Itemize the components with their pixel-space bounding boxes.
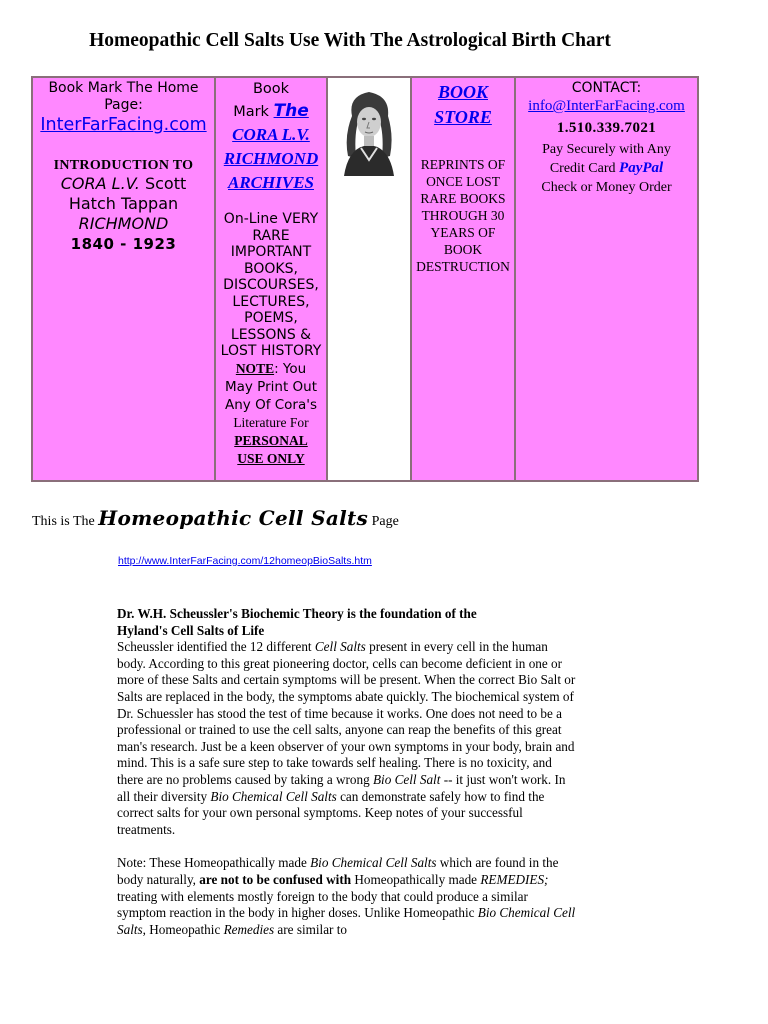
personal-label: PERSONAL [234, 432, 308, 448]
introduction-label: INTRODUCTION TO [53, 158, 194, 173]
text-run-italic: Bio Chemical Cell Salts [310, 855, 437, 871]
reprints-line: REPRINTS OF [420, 157, 506, 172]
contact-cell [515, 77, 698, 481]
life-years: 1840 - 1923 [70, 235, 177, 253]
bookmark-cell [32, 77, 215, 481]
richmond: RICHMOND [78, 214, 169, 233]
online-line: POEMS, [244, 310, 298, 326]
article-heading-line-2: Hyland's Cell Salts of Life [117, 622, 265, 638]
text-run: are similar to [274, 921, 347, 937]
cora-portrait-image [330, 86, 408, 176]
online-line: RARE [252, 227, 290, 244]
home-page-link[interactable]: InterFarFacing.com [40, 115, 207, 135]
bookmark-line-2: Page: [104, 97, 143, 113]
scott: Scott [139, 174, 187, 193]
reprints-line: DESTRUCTION [416, 259, 510, 274]
cora-name [33, 174, 214, 234]
header-banner-table [31, 76, 699, 482]
reprints-text [412, 156, 514, 275]
reprints-line: THROUGH 30 [421, 208, 505, 223]
hatch-tappan: Hatch Tappan [68, 194, 179, 213]
bookstore-cell [411, 77, 515, 481]
mark-word: Mark [233, 104, 274, 120]
archives-cell [215, 77, 327, 481]
online-line: LECTURES, [232, 293, 310, 310]
text-run-italic: Bio Chemical Cell Salts [210, 788, 337, 804]
page-line-script-title: Homeopathic Cell Salts [98, 506, 369, 530]
payment-info [516, 140, 697, 197]
text-run-bold: are not to be confused with [199, 871, 352, 887]
text-run: Note: These Homeopathically made [117, 855, 311, 871]
archives-link-the[interactable]: The [273, 101, 309, 121]
text-run: treating with elements mostly foreign to the body that could produce a similar symptom reaction in the body in higher doses. Unlike Homeopathic [117, 888, 528, 921]
cora-lv: CORA L.V. [60, 174, 140, 193]
article-paragraph-1 [117, 639, 579, 838]
archives-link-richmond[interactable]: RICHMOND [223, 149, 319, 168]
text-run-italic: Remedies [223, 921, 275, 937]
article-heading [117, 606, 579, 639]
payment-line-1: Pay Securely with Any [542, 142, 671, 157]
online-books-list [216, 211, 326, 360]
text-run: Scheussler identified the 12 different [117, 639, 315, 655]
bookmark-text [33, 80, 214, 114]
contact-phone: 1.510.339.7021 [556, 120, 657, 136]
online-line: On-Line VERY [223, 211, 319, 227]
reprints-line: YEARS OF [430, 225, 496, 240]
note-label: NOTE [235, 360, 275, 376]
text-run: -- it just won't work. In all their diversity [117, 771, 566, 804]
contact-label: CONTACT: [571, 80, 642, 96]
reprints-line: ONCE LOST [426, 174, 500, 189]
note-line: Literature For [233, 414, 309, 430]
text-run: present in every cell in the human body. According to this great pioneering doctor, cells can become deficient in one or more of these Salts and certain symptoms will be present. When the correct Bio Salt or Salts are replaced in the body, the symptoms abate quickly. The biochemical system of Dr. Schuessler has stood the test of time because it works. One does not need to be a professional or trained to use the cell salts, anyone can reap the benefits of this great man's research. Just be a keen observer of your own symptoms in your body, brain and mind. This is a safe sure step to take towards self healing. There is no toxicity, and there are no problems caused by taking a wrong [117, 639, 576, 787]
paypal-link[interactable]: PayPal [619, 160, 664, 176]
reprints-line: BOOK [443, 242, 483, 257]
text-run: which are found in the body naturally, [117, 855, 559, 887]
bookmark-line-1: Book Mark The Home [48, 80, 199, 96]
book-word: Book [252, 81, 290, 97]
text-run-italic: Bio Cell Salt [372, 771, 441, 787]
portrait-cell [327, 77, 411, 481]
text-run-italic: REMEDIES; [480, 871, 549, 887]
contact-email-link[interactable]: info@InterFarFacing.com [528, 98, 685, 114]
note-text: : You [274, 360, 307, 377]
page-line-suffix: Page [368, 514, 399, 529]
page-line-prefix: This is The [32, 514, 99, 529]
note-line: May Print Out [224, 378, 318, 395]
archives-link-archives[interactable]: ARCHIVES [228, 173, 314, 192]
article-paragraph-2 [117, 855, 579, 938]
online-line: IMPORTANT [230, 244, 312, 260]
online-line: LESSONS & [230, 326, 312, 343]
online-line: LOST HISTORY [220, 343, 322, 359]
page-url-link[interactable]: http://www.InterFarFacing.com/12homeopBioSalts.htm [118, 555, 372, 567]
page-heading-line [32, 506, 399, 530]
note-line: Any Of Cora's [225, 396, 317, 413]
text-run: , Homeopathic [142, 921, 224, 937]
reprints-line: RARE BOOKS [420, 191, 506, 206]
online-line: DISCOURSES, [223, 277, 319, 293]
use-only-label: USE ONLY [237, 450, 305, 466]
print-note [216, 360, 326, 432]
payment-line-3: Check or Money Order [541, 180, 672, 195]
archives-link-cora[interactable]: CORA L.V. [232, 125, 310, 144]
text-run: Homeopathically made [351, 871, 481, 887]
online-line: BOOKS, [244, 260, 298, 277]
bookstore-link-book[interactable]: BOOK [437, 82, 488, 102]
article-heading-line-1: Dr. W.H. Scheussler's Biochemic Theory is the foundation of the [117, 606, 477, 621]
text-run: can demonstrate safely how to find the correct salts for your own personal symptoms. Keep notes of your successful treatments. [117, 788, 545, 837]
article-body [117, 606, 579, 938]
text-run-italic: Cell Salts [314, 639, 366, 655]
payment-line-2: Credit Card [549, 161, 620, 176]
page-title: Homeopathic Cell Salts Use With The Astrological Birth Chart [89, 30, 611, 51]
text-run-italic: Bio Chemical Cell Salts [117, 905, 576, 937]
book-mark-text [216, 80, 326, 123]
bookstore-link-store[interactable]: STORE [434, 107, 492, 127]
